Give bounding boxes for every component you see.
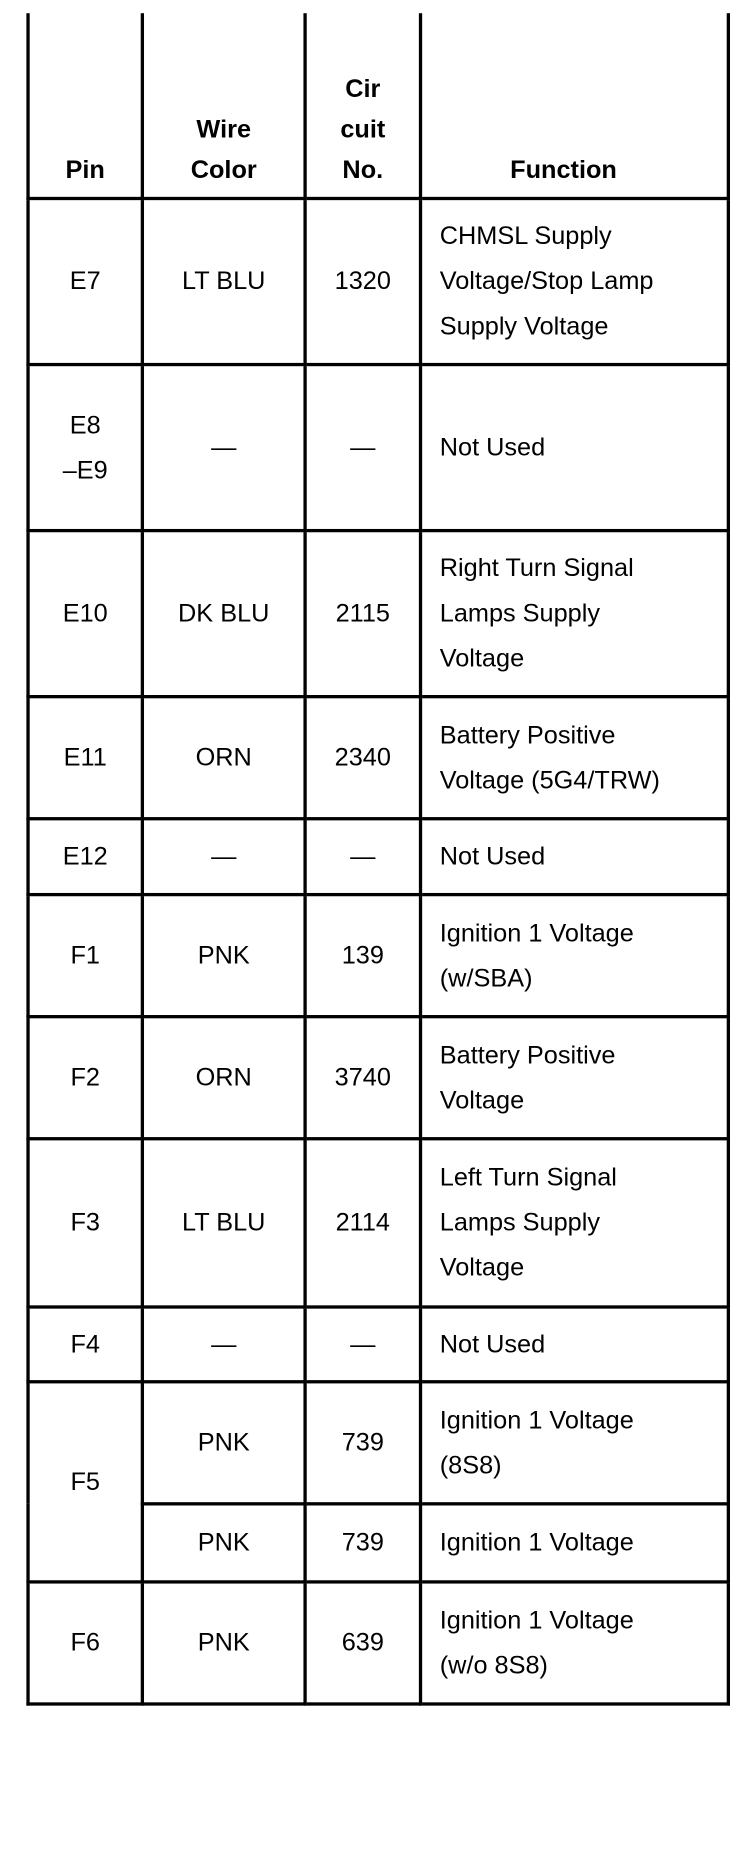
circuit-cell: 2114	[305, 1138, 420, 1306]
header-pin: Pin	[28, 13, 142, 198]
table-row	[28, 530, 728, 696]
table-row	[28, 894, 728, 1016]
wire-color-cell: —	[142, 818, 305, 894]
wire-color-cell: PNK	[142, 894, 305, 1016]
function-cell: Battery Positive Voltage	[421, 1016, 729, 1138]
pin-cell: E11	[28, 696, 142, 818]
wire-color-cell: DK BLU	[142, 530, 305, 696]
pin-cell: F6	[28, 1581, 142, 1703]
function-cell: Battery Positive Voltage (5G4/TRW)	[421, 696, 729, 818]
table-row	[28, 364, 728, 530]
function-cell: CHMSL Supply Voltage/Stop Lamp Supply Voltage	[421, 198, 729, 364]
pin-cell: E7	[28, 198, 142, 364]
circuit-cell: 2115	[305, 530, 420, 696]
pin-cell: F5	[28, 1381, 142, 1581]
wire-color-cell: —	[142, 364, 305, 530]
function-cell: Not Used	[421, 818, 729, 894]
pin-cell: E10	[28, 530, 142, 696]
function-cell: Ignition 1 Voltage (w/o 8S8)	[421, 1581, 729, 1703]
pin-cell: F3	[28, 1138, 142, 1306]
pinout-table	[26, 13, 730, 1705]
pin-cell: E8 –E9	[28, 364, 142, 530]
wire-color-cell: ORN	[142, 696, 305, 818]
circuit-cell: 639	[305, 1581, 420, 1703]
table-header-row	[28, 13, 728, 198]
table-row	[28, 1381, 728, 1503]
function-cell: Ignition 1 Voltage (8S8)	[421, 1381, 729, 1503]
table-row	[28, 696, 728, 818]
function-cell: Not Used	[421, 364, 729, 530]
circuit-cell: —	[305, 1306, 420, 1381]
table-row	[28, 1138, 728, 1306]
circuit-cell: 2340	[305, 696, 420, 818]
wire-color-cell: PNK	[142, 1581, 305, 1703]
pin-cell: F4	[28, 1306, 142, 1381]
wire-color-cell: PNK	[142, 1381, 305, 1503]
circuit-cell: 739	[305, 1381, 420, 1503]
table-row	[28, 1581, 728, 1703]
pin-cell: F1	[28, 894, 142, 1016]
wire-color-cell: PNK	[142, 1503, 305, 1581]
table-row	[28, 818, 728, 894]
wire-color-cell: —	[142, 1306, 305, 1381]
circuit-cell: 739	[305, 1503, 420, 1581]
pin-cell: F2	[28, 1016, 142, 1138]
table-row	[28, 1016, 728, 1138]
function-cell: Right Turn Signal Lamps Supply Voltage	[421, 530, 729, 696]
circuit-cell: 3740	[305, 1016, 420, 1138]
function-cell: Not Used	[421, 1306, 729, 1381]
circuit-cell: 1320	[305, 198, 420, 364]
header-circuit-no: Cir cuit No.	[305, 13, 420, 198]
function-cell: Ignition 1 Voltage (w/SBA)	[421, 894, 729, 1016]
header-wire-color: Wire Color	[142, 13, 305, 198]
wire-color-cell: ORN	[142, 1016, 305, 1138]
wire-color-cell: LT BLU	[142, 1138, 305, 1306]
pin-cell: E12	[28, 818, 142, 894]
table-row	[28, 1306, 728, 1381]
function-cell: Ignition 1 Voltage	[421, 1503, 729, 1581]
wire-color-cell: LT BLU	[142, 198, 305, 364]
circuit-cell: —	[305, 364, 420, 530]
circuit-cell: 139	[305, 894, 420, 1016]
circuit-cell: —	[305, 818, 420, 894]
table-row	[28, 198, 728, 364]
header-function: Function	[421, 13, 729, 198]
function-cell: Left Turn Signal Lamps Supply Voltage	[421, 1138, 729, 1306]
